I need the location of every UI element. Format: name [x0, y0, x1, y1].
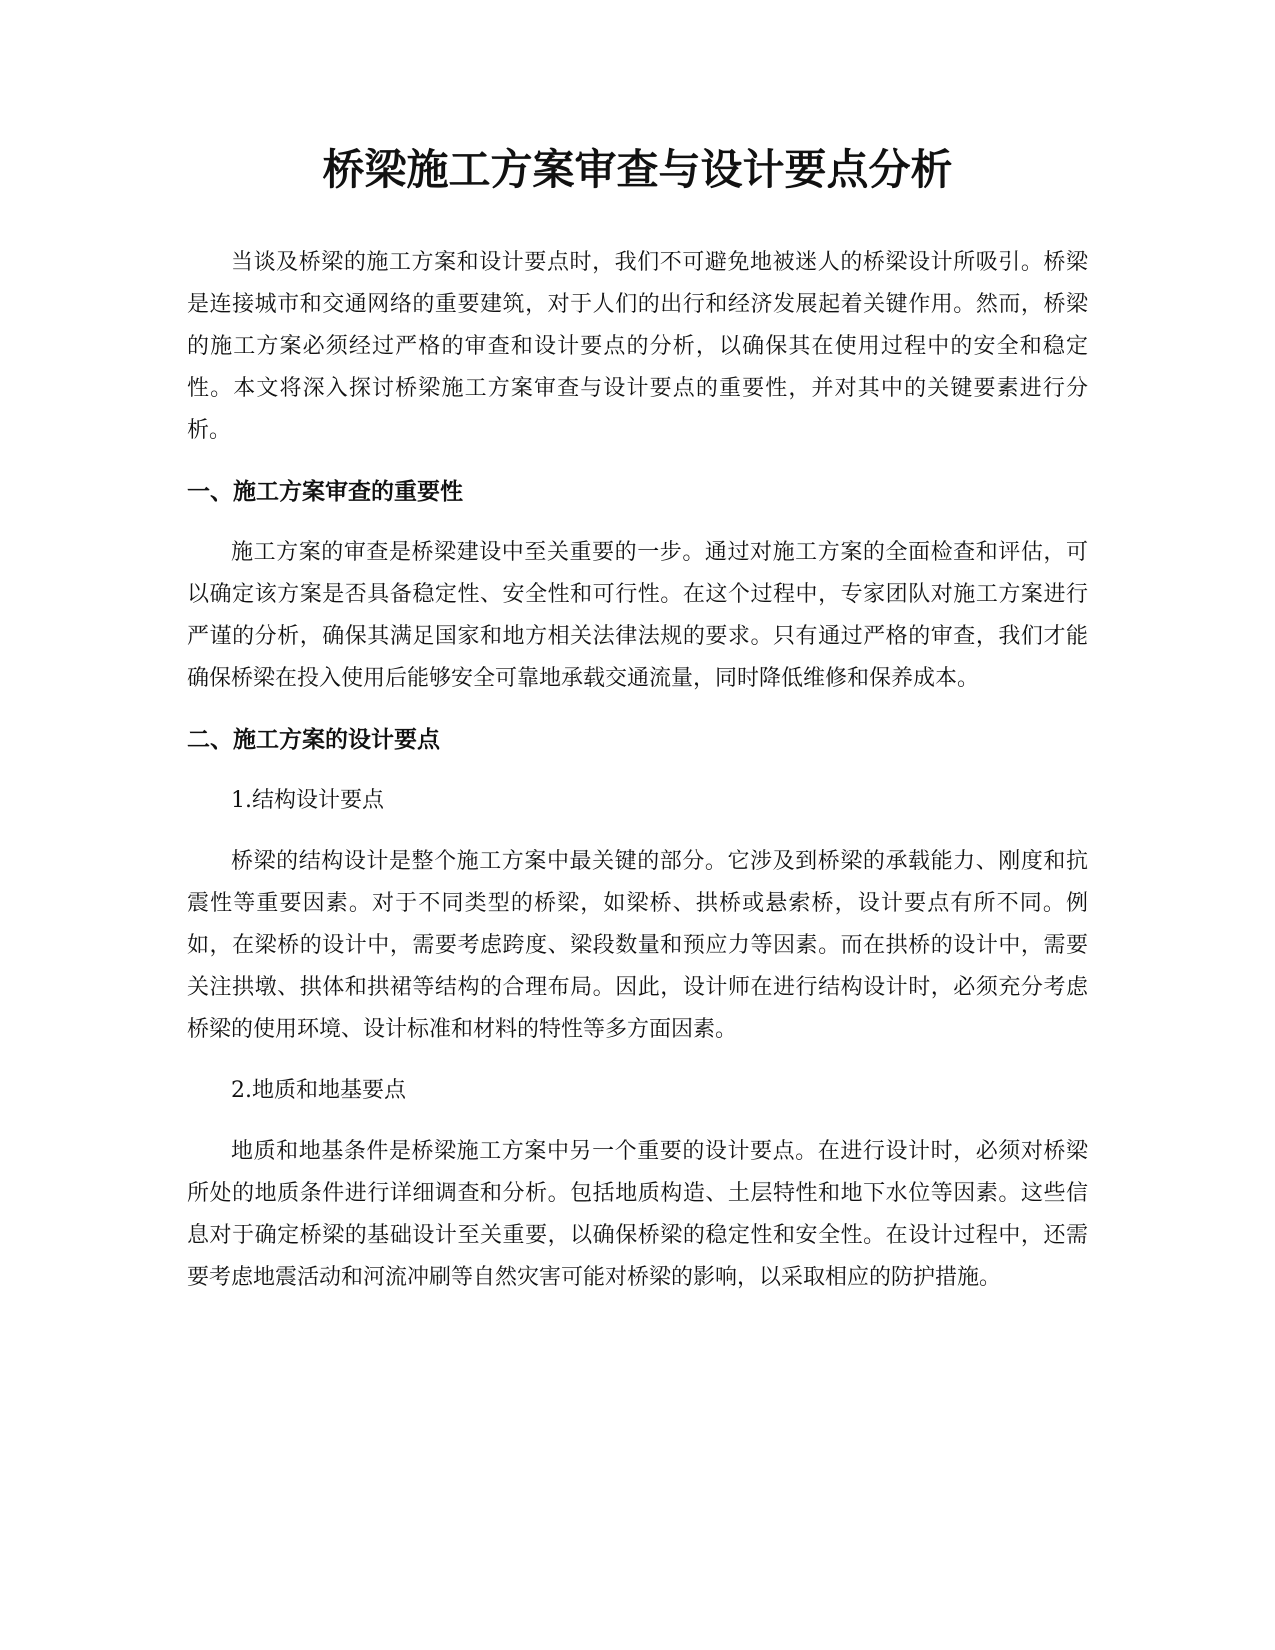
document-body — [187, 140, 1088, 1318]
section-heading-review-importance: 一、施工方案审查的重要性 — [187, 479, 463, 505]
section-heading-design-points: 二、施工方案的设计要点 — [187, 727, 440, 753]
section-paragraph-review-importance: 施工方案的审查是桥梁建设中至关重要的一步。通过对施工方案的全面检查和评估，可以确定该方案是否具备稳定性、安全性和可行性。在这个过程中，专家团队对施工方案进行严谨的分析，确保其满足国家和地方相关法律法规的要求。只有通过严格的审查，我们才能确保桥梁在投入使用后能够安全可靠地承载交通流量，同时降低维修和保养成本。 — [187, 540, 1088, 691]
intro-paragraph: 当谈及桥梁的施工方案和设计要点时，我们不可避免地被迷人的桥梁设计所吸引。桥梁是连接城市和交通网络的重要建筑，对于人们的出行和经济发展起着关键作用。然而，桥梁的施工方案必须经过严格的审查和设计要点的分析，以确保其在使用过程中的安全和稳定性。本文将深入探讨桥梁施工方案审查与设计要点的重要性，并对其中的关键要素进行分析。 — [187, 250, 1088, 443]
page-title: 桥梁施工方案审查与设计要点分析 — [322, 145, 953, 194]
subsection-title-geology: 2.地质和地基要点 — [231, 1078, 406, 1103]
subsection-paragraph-geology: 地质和地基条件是桥梁施工方案中另一个重要的设计要点。在进行设计时，必须对桥梁所处的地质条件进行详细调查和分析。包括地质构造、土层特性和地下水位等因素。这些信息对于确定桥梁的基础设计至关重要，以确保桥梁的稳定性和安全性。在设计过程中，还需要考虑地震活动和河流冲刷等自然灾害可能对桥梁的影响，以采取相应的防护措施。 — [187, 1139, 1088, 1290]
subsection-paragraph-structure: 桥梁的结构设计是整个施工方案中最关键的部分。它涉及到桥梁的承载能力、刚度和抗震性等重要因素。对于不同类型的桥梁，如梁桥、拱桥或悬索桥，设计要点有所不同。例如，在梁桥的设计中，需要考虑跨度、梁段数量和预应力等因素。而在拱桥的设计中，需要关注拱墩、拱体和拱裙等结构的合理布局。因此，设计师在进行结构设计时，必须充分考虑桥梁的使用环境、设计标准和材料的特性等多方面因素。 — [187, 849, 1088, 1042]
subsection-title-structure: 1.结构设计要点 — [231, 788, 384, 813]
